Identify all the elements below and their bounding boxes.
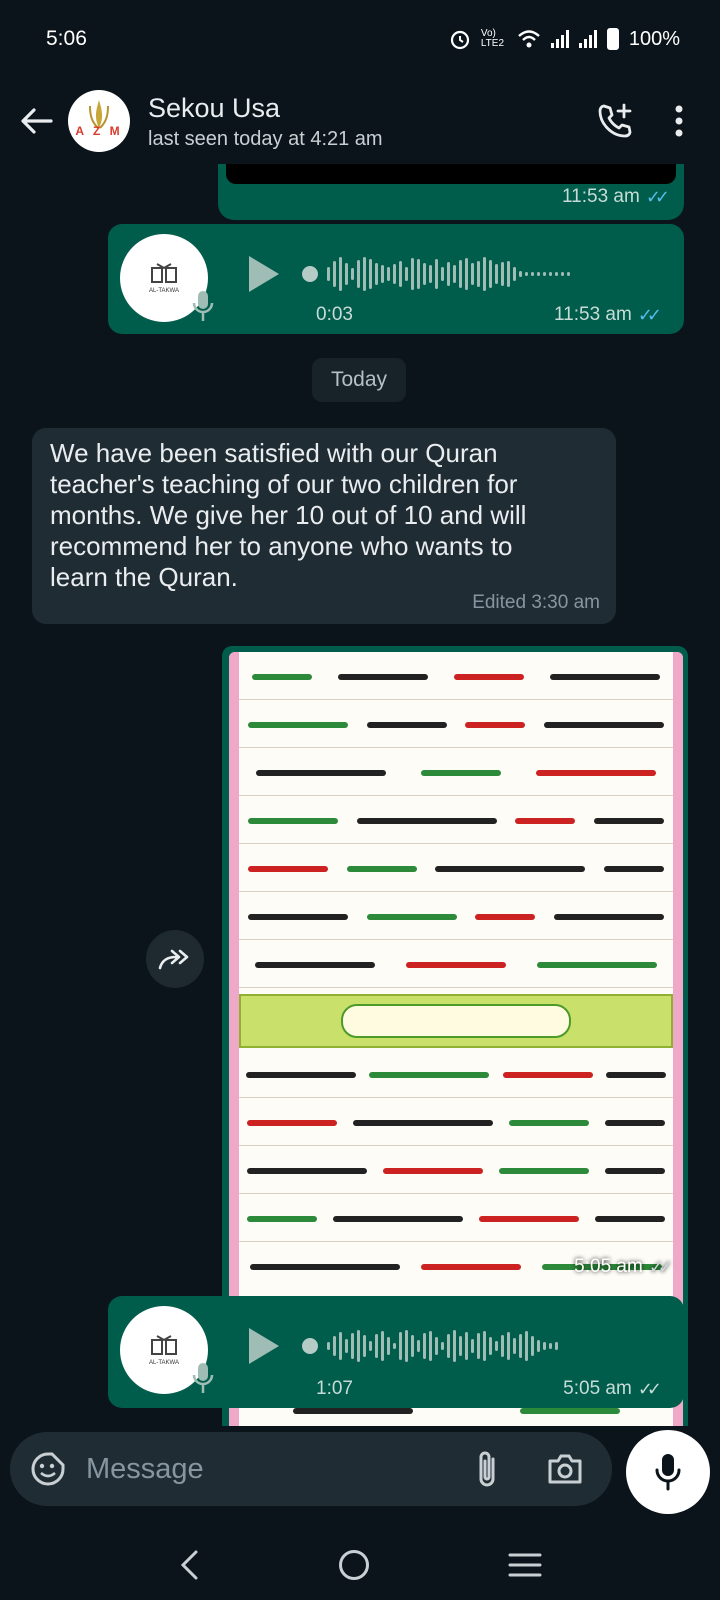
- camera-icon[interactable]: [546, 1452, 584, 1486]
- alarm-icon: [449, 28, 471, 50]
- voice-waveform[interactable]: [302, 1326, 558, 1366]
- voice-sender-avatar: [120, 234, 208, 322]
- nav-home-icon[interactable]: [337, 1548, 371, 1582]
- message-time: 5:05 am: [574, 1256, 643, 1277]
- message-time: 5:05 am: [563, 1378, 632, 1399]
- voice-message[interactable]: [108, 1296, 684, 1408]
- quran-text-line: [239, 1100, 673, 1146]
- network-label: Vo) LTE2: [480, 28, 505, 49]
- signal-2-icon: [579, 30, 597, 48]
- play-icon[interactable]: [246, 254, 282, 294]
- contact-name: Sekou Usa: [148, 92, 281, 123]
- message-composer: [10, 1432, 612, 1506]
- message-meta: [563, 1378, 656, 1400]
- microphone-icon: [654, 1452, 682, 1492]
- edited-meta: Edited 3:30 am: [472, 592, 600, 613]
- quran-text-line: [239, 654, 673, 700]
- quran-text-line: [239, 798, 673, 844]
- battery-icon: [607, 28, 619, 50]
- avatar-caption: AL-TAKWA: [148, 288, 179, 294]
- message-time: 11:53 am: [554, 304, 632, 325]
- image-meta: [574, 1256, 667, 1278]
- more-options-icon[interactable]: [674, 104, 684, 138]
- status-time: 5:06: [46, 27, 87, 50]
- read-ticks-icon: ✓✓: [637, 1378, 656, 1399]
- sticker-icon[interactable]: [30, 1451, 66, 1487]
- mic-badge-icon: [192, 289, 214, 328]
- message-meta: [562, 186, 664, 208]
- quran-text-line: [239, 894, 673, 940]
- quran-text-line: [239, 1196, 673, 1242]
- play-icon[interactable]: [246, 1326, 282, 1366]
- battery-level: 100%: [628, 27, 680, 50]
- voice-message[interactable]: [108, 224, 684, 334]
- read-ticks-icon: ✓✓: [648, 1256, 667, 1277]
- chat-header: [0, 78, 720, 164]
- wifi-icon: [517, 29, 541, 49]
- voice-record-button[interactable]: [626, 1430, 710, 1514]
- avatar-caption: AL-TAKWA: [148, 1360, 179, 1366]
- add-call-icon[interactable]: [596, 102, 634, 140]
- incoming-text-message[interactable]: [32, 428, 616, 624]
- message-line: recommend her to anyone who wants to: [50, 531, 513, 561]
- quran-text-line: [239, 750, 673, 796]
- header-actions: [596, 102, 684, 140]
- clipped-media-message[interactable]: [218, 164, 684, 220]
- message-line: learn the Quran.: [50, 562, 238, 592]
- read-ticks-icon: ✓✓: [637, 304, 656, 325]
- message-line: months. We give her 10 out of 10 and will: [50, 500, 527, 530]
- forward-icon: [158, 948, 192, 970]
- message-input[interactable]: Message: [86, 1452, 204, 1485]
- media-preview: [226, 164, 676, 184]
- forward-button[interactable]: [146, 930, 204, 988]
- signal-icon: [551, 30, 569, 48]
- day-divider: Today: [312, 358, 406, 402]
- attach-icon[interactable]: [474, 1449, 500, 1489]
- status-icons: [449, 28, 680, 51]
- quran-text-line: [239, 846, 673, 892]
- voice-duration: 1:07: [316, 1378, 353, 1399]
- voice-waveform[interactable]: [302, 254, 570, 294]
- message-line: teacher's teaching of our two children for: [50, 469, 518, 499]
- contact-avatar[interactable]: [68, 90, 130, 152]
- contact-info[interactable]: [148, 92, 596, 151]
- read-ticks-icon: ✓✓: [645, 186, 664, 207]
- system-nav-bar: [0, 1530, 720, 1600]
- nav-recents-icon[interactable]: [508, 1552, 542, 1578]
- quran-book-icon: [149, 1334, 179, 1358]
- chat-area[interactable]: [0, 164, 720, 1426]
- quran-text-line: [239, 1148, 673, 1194]
- message-meta: [554, 304, 656, 326]
- quran-book-icon: [149, 262, 179, 286]
- mic-badge-icon: [192, 1361, 214, 1400]
- avatar-letters: A Z M: [75, 124, 123, 138]
- voice-duration: 0:03: [316, 304, 353, 325]
- quran-text-line: [239, 1052, 673, 1098]
- last-seen: last seen today at 4:21 am: [148, 127, 383, 150]
- avatar-logo-icon: [68, 90, 130, 152]
- status-bar: [0, 0, 720, 78]
- nav-back-icon[interactable]: [178, 1549, 200, 1581]
- quran-text-line: [239, 702, 673, 748]
- message-time: 11:53 am: [562, 186, 640, 207]
- voice-sender-avatar: [120, 1306, 208, 1394]
- message-line: We have been satisfied with our Quran: [50, 438, 498, 468]
- quran-text-line: [239, 942, 673, 988]
- surah-header-band: [239, 994, 673, 1048]
- back-arrow-icon[interactable]: [6, 91, 66, 151]
